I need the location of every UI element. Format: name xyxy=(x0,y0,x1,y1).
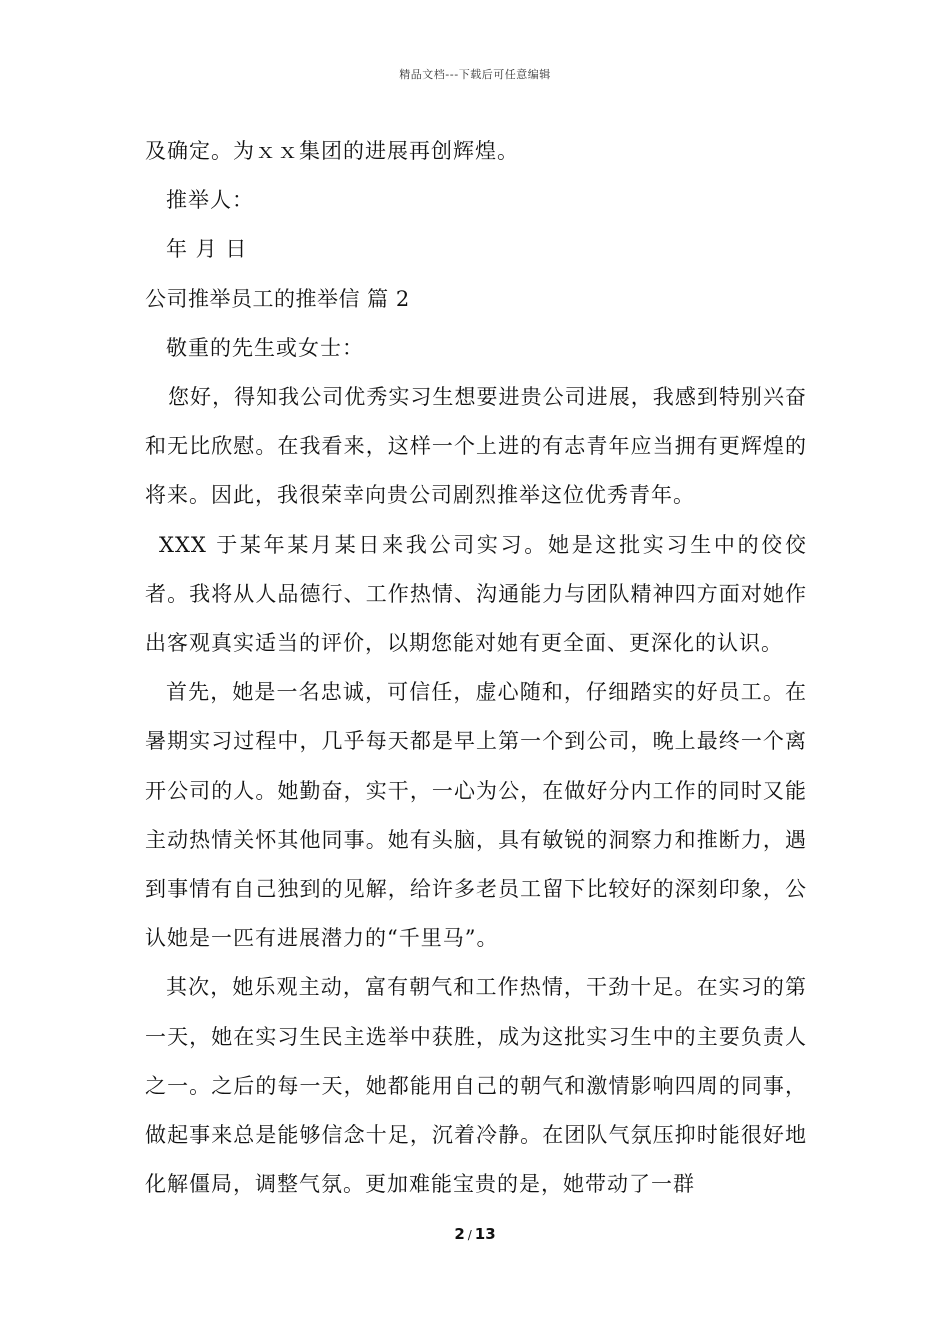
page-separator: / xyxy=(467,1228,472,1242)
document-body xyxy=(145,127,807,1209)
paragraph-greeting: 您好，得知我公司优秀实习生想要进贵公司进展，我感到特别兴奋和无比欣慰。在我看来，这样一个上进的有志青年应当拥有更辉煌的将来。因此，我很荣幸向贵公司剧烈推举这位优秀青年。 xyxy=(145,385,807,508)
date-line: 年 月 日 xyxy=(166,237,248,262)
letter-title: 公司推举员工的推举信 篇 2 xyxy=(145,286,410,311)
paragraph-introduction: XXX 于某年某月某日来我公司实习。她是这批实习生中的佼佼者。我将从人品德行、工作热情、沟通能力与团队精神四方面对她作出客观真实适当的评价，以期您能对她有更全面、更深化的认识。 xyxy=(145,532,807,656)
paragraph-second-point: 其次，她乐观主动，富有朝气和工作热情，干劲十足。在实习的第一天，她在实习生民主选举中获胜，成为这批实习生中的主要负责人之一。之后的每一天，她都能用自己的朝气和激情影响四周的同事，做起事来总是能够信念十足，沉着冷静。在团队气氛压抑时能很好地化解僵局，调整气氛。更加难能宝贵的是，她带动了一群 xyxy=(145,975,807,1197)
salutation: 敬重的先生或女士： xyxy=(166,335,364,360)
page-current: 2 xyxy=(454,1225,465,1243)
page-number xyxy=(0,1225,950,1243)
page-total: 13 xyxy=(474,1225,496,1243)
paragraph-first-point: 首先，她是一名忠诚，可信任，虚心随和，仔细踏实的好员工。在暑期实习过程中，几乎每天都是早上第一个到公司，晚上最终一个离开公司的人。她勤奋，实干，一心为公，在做好分内工作的同时又能主动热情关怀其他同事。她有头脑，具有敏锐的洞察力和推断力，遇到事情有自己独到的见解，给许多老员工留下比较好的深刻印象，公认她是一匹有进展潜力的“千里马”。 xyxy=(145,680,807,951)
page-header: 精品文档---下载后可任意编辑 xyxy=(399,68,551,81)
paragraph-closing-line: 及确定。为ｘｘ集团的进展再创辉煌。 xyxy=(145,139,519,163)
recommender-label: 推举人： xyxy=(166,188,254,213)
